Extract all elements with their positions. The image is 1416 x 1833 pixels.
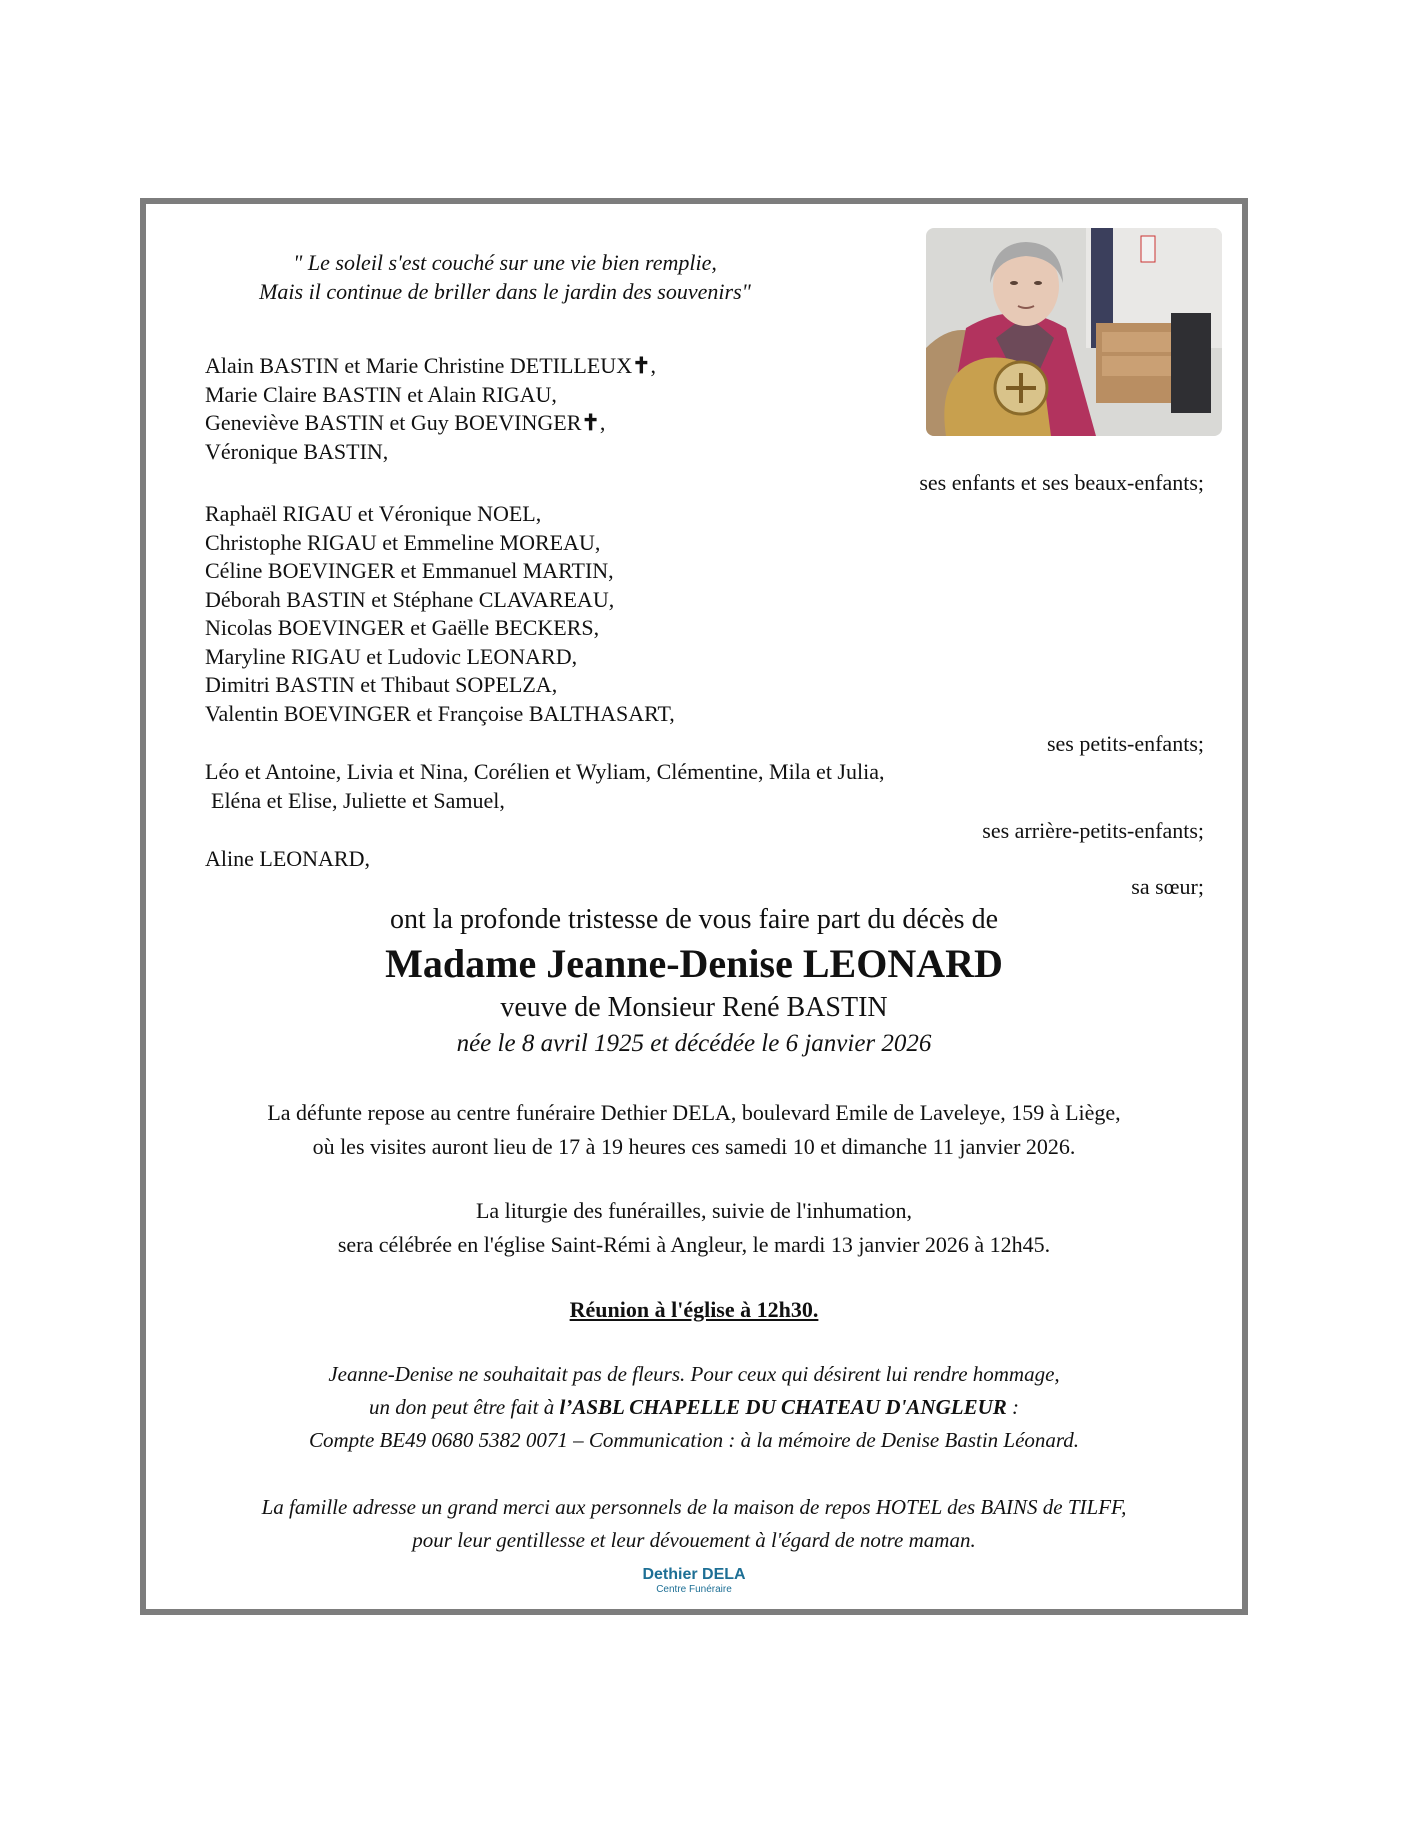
epigraph-quote — [200, 248, 810, 306]
donation-line-2: un don peut être fait à l’ASBL CHAPELLE DU CHATEAU D'ANGLEUR : — [368, 1395, 1020, 1419]
list-item: Véronique BASTIN, — [205, 438, 389, 464]
list-item: Eléna et Elise, Juliette et Samuel, — [211, 787, 505, 813]
list-item: Maryline RIGAU et Ludovic LEONARD, — [205, 643, 578, 669]
list-item: Marie Claire BASTIN et Alain RIGAU, — [205, 381, 557, 407]
meeting-notice: Réunion à l'église à 12h30. — [569, 1297, 819, 1322]
liturgy-line-2: sera célébrée en l'église Saint-Rémi à Angleur, le mardi 13 janvier 2026 à 12h45. — [337, 1232, 1051, 1257]
donation-line-1: Jeanne-Denise ne souhaitait pas de fleurs. Pour ceux qui désirent lui rendre hommage, — [328, 1362, 1060, 1386]
list-item: Dimitri BASTIN et Thibaut SOPELZA, — [205, 672, 558, 697]
thanks-line-1: La famille adresse un grand merci aux personnels de la maison de repos HOTEL des BAINS de TILFF, — [261, 1495, 1127, 1519]
announcement-intro: ont la profonde tristesse de vous faire part du décès de — [389, 904, 998, 935]
relation-grandchildren: ses petits-enfants; — [1046, 731, 1204, 756]
list-item: Léo et Antoine, Livia et Nina, Corélien et Wyliam, Clémentine, Mila et Julia, — [205, 759, 885, 784]
relation-children: ses enfants et ses beaux-enfants; — [919, 470, 1204, 495]
life-dates: née le 8 avril 1925 et décédée le 6 janvier 2026 — [456, 1030, 932, 1057]
logo-name: Dethier DELA — [642, 1566, 746, 1583]
donation-line-3: Compte BE49 0680 5382 0071 – Communication : à la mémoire de Denise Bastin Léonard. — [308, 1428, 1080, 1452]
funeral-home-logo — [140, 1566, 1248, 1596]
quote-line-2: Mais il continue de briller dans le jardin des souvenirs" — [259, 279, 751, 304]
sister-line: Aline LEONARD, — [205, 846, 370, 871]
list-item: Christophe RIGAU et Emmeline MOREAU, — [205, 529, 601, 555]
quote-line-1: " Le soleil s'est couché sur une vie bien remplie, — [293, 250, 717, 275]
visitation-line-1: La défunte repose au centre funéraire Dethier DELA, boulevard Emile de Laveleye, 159 à Liège, — [267, 1100, 1121, 1125]
portrait-photo — [926, 228, 1222, 436]
list-item: Alain BASTIN et Marie Christine DETILLEUX✝, — [205, 353, 657, 378]
cross-icon: ✝ — [581, 410, 600, 435]
list-item: Nicolas BOEVINGER et Gaëlle BECKERS, — [205, 615, 600, 640]
great-grandchildren-list — [205, 758, 885, 815]
relation-sister: sa sœur; — [1131, 874, 1204, 899]
widow-line: veuve de Monsieur René BASTIN — [500, 992, 888, 1023]
liturgy-line-1: La liturgie des funérailles, suivie de l'inhumation, — [475, 1198, 913, 1223]
list-item: Céline BOEVINGER et Emmanuel MARTIN, — [205, 558, 614, 583]
donation-info — [140, 1358, 1248, 1457]
children-list — [205, 352, 656, 466]
list-item: Raphaël RIGAU et Véronique NOEL, — [205, 501, 542, 526]
thanks-note — [140, 1491, 1248, 1557]
relation-great-grandchildren: ses arrière-petits-enfants; — [982, 818, 1204, 843]
visitation-line-2: où les visites auront lieu de 17 à 19 heures ces samedi 10 et dimanche 11 janvier 2026. — [312, 1134, 1076, 1159]
list-item: Geneviève BASTIN et Guy BOEVINGER✝, — [205, 410, 606, 435]
grandchildren-list — [205, 500, 675, 728]
liturgy-info — [140, 1194, 1248, 1262]
deceased-name: Madame Jeanne-Denise LEONARD — [385, 941, 1003, 986]
visitation-info — [140, 1096, 1248, 1164]
list-item: Déborah BASTIN et Stéphane CLAVAREAU, — [205, 586, 615, 612]
donation-organisation: l’ASBL CHAPELLE DU CHATEAU D'ANGLEUR — [559, 1395, 1007, 1419]
logo-subtitle: Centre Funéraire — [656, 1584, 732, 1595]
cross-icon: ✝ — [632, 353, 651, 378]
list-item: Valentin BOEVINGER et Françoise BALTHASART, — [205, 700, 675, 726]
thanks-line-2: pour leur gentillesse et leur dévouement à l'égard de notre maman. — [412, 1528, 976, 1552]
